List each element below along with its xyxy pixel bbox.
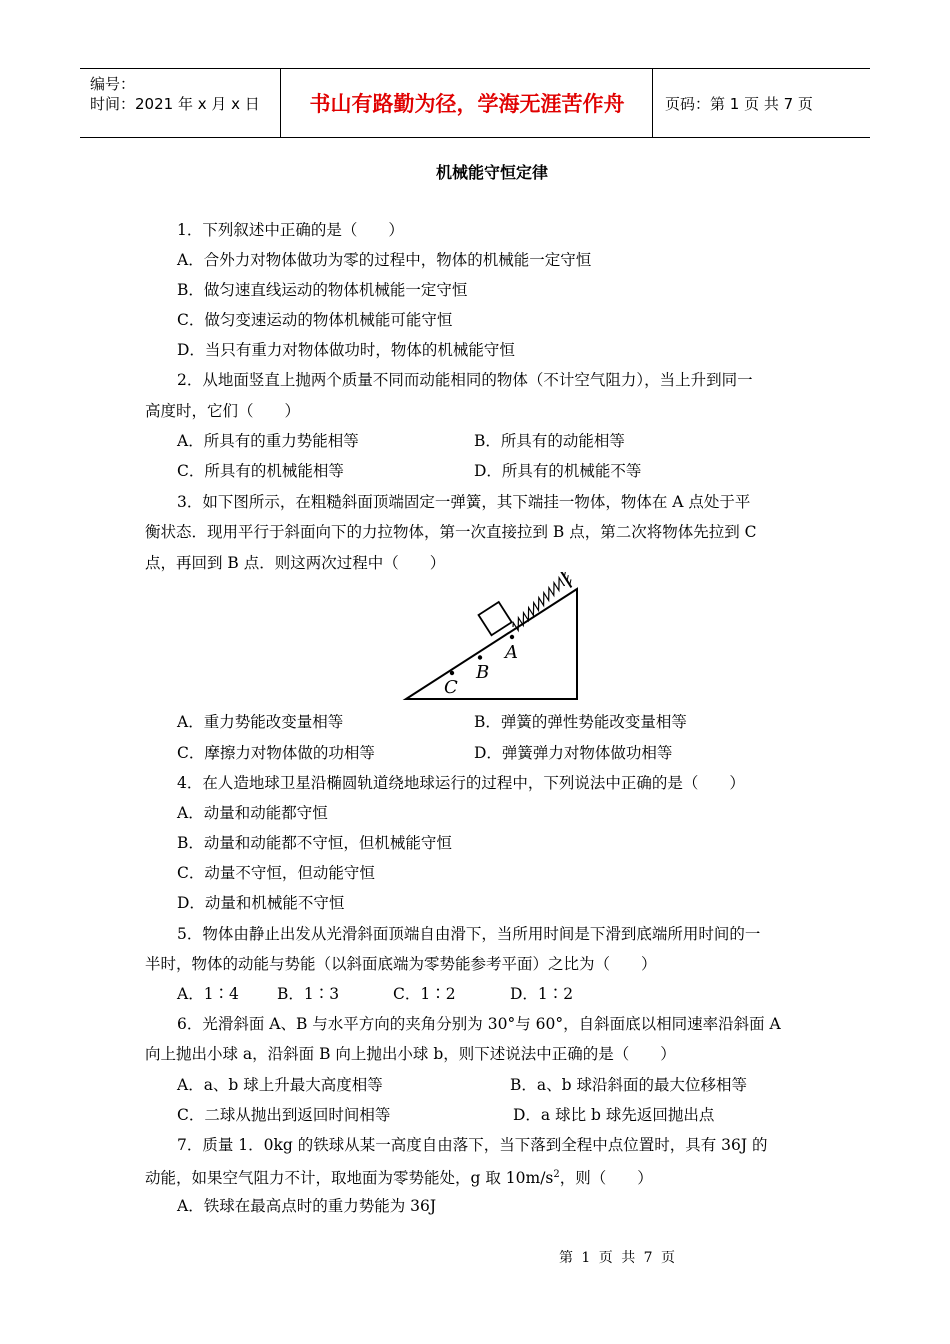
incline-triangle	[406, 589, 577, 699]
number-label: 编号：	[90, 75, 136, 93]
q3-option-d: D．弹簧弹力对物体做功相等	[474, 744, 673, 762]
q2-option-d: D．所具有的机械能不等	[474, 462, 642, 480]
q4-option-c: C．动量不守恒，但动能守恒	[177, 864, 375, 882]
q2-option-b: B．所具有的动能相等	[474, 432, 625, 450]
q4-stem: 4．在人造地球卫星沿椭圆轨道绕地球运行的过程中，下列说法中正确的是（ ）	[177, 774, 745, 792]
q3-option-a: A．重力势能改变量相等	[177, 713, 344, 731]
q7-option-a: A．铁球在最高点时的重力势能为 36J	[177, 1197, 437, 1215]
q6-option-a: A．a、b 球上升最大高度相等	[177, 1076, 383, 1094]
point-b-label: B	[476, 662, 490, 683]
q4-option-a: A．动量和动能都守恒	[177, 804, 328, 822]
q3-stem-line2: 衡状态．现用平行于斜面向下的力拉物体，第一次直接拉到 B 点，第二次将物体先拉到 C	[145, 523, 757, 541]
q1-option-b: B．做匀速直线运动的物体机械能一定守恒	[177, 281, 468, 299]
point-c-label: C	[444, 677, 458, 698]
q6-stem-line2: 向上抛出小球 a，沿斜面 B 向上抛出小球 b，则下述说法中正确的是（ ）	[145, 1045, 676, 1063]
point-a-label: A	[505, 642, 518, 663]
q3-option-b: B．弹簧的弹性势能改变量相等	[474, 713, 687, 731]
page-header	[80, 68, 870, 138]
q5-option-d: D．1∶2	[510, 985, 574, 1003]
point-b-dot	[478, 655, 482, 659]
q3-stem-line1: 3．如下图所示，在粗糙斜面顶端固定一弹簧，其下端挂一物体，物体在 A 点处于平	[177, 493, 751, 511]
q7-superscript: 2	[553, 1169, 560, 1180]
q2-option-c: C．所具有的机械能相等	[177, 462, 344, 480]
q4-option-d: D．动量和机械能不守恒	[177, 894, 345, 912]
time-label: 时间：2021 年 x 月 x 日	[90, 95, 260, 113]
q1-option-c: C．做匀变速运动的物体机械能可能守恒	[177, 311, 453, 329]
header-motto: 书山有路勤为径，学海无涯苦作舟	[282, 69, 653, 137]
q1-option-a: A．合外力对物体做功为零的过程中，物体的机械能一定守恒	[177, 251, 592, 269]
q5-stem-line2: 半时，物体的动能与势能（以斜面底端为零势能参考平面）之比为（ ）	[145, 955, 657, 973]
q1-option-d: D．当只有重力对物体做功时，物体的机械能守恒	[177, 341, 515, 359]
q7-stem-line2-text: 动能，如果空气阻力不计，取地面为零势能处，g 取 10m/s	[145, 1169, 554, 1188]
q2-option-a: A．所具有的重力势能相等	[177, 432, 359, 450]
header-page-info: 页码：第 1 页 共 7 页	[665, 94, 813, 113]
wall-mount	[560, 572, 575, 587]
q6-stem-line1: 6．光滑斜面 A、B 与水平方向的夹角分别为 30°与 60°，自斜面底以相同速率沿斜面 A	[177, 1015, 781, 1033]
q6-option-d: D．a 球比 b 球先返回抛出点	[513, 1106, 715, 1124]
q6-option-c: C．二球从抛出到返回时间相等	[177, 1106, 391, 1124]
q7-stem-line2	[145, 1165, 653, 1188]
spring	[513, 578, 565, 631]
q5-option-a: A．1∶4	[177, 985, 239, 1003]
q7-stem-line2-end: ，则（ ）	[559, 1169, 653, 1188]
q2-stem-line1: 2．从地面竖直上抛两个质量不同而动能相同的物体（不计空气阻力），当上升到同一	[177, 371, 753, 389]
incline-spring-figure	[400, 572, 590, 704]
q3-option-c: C．摩擦力对物体做的功相等	[177, 744, 375, 762]
q5-stem-line1: 5．物体由静止出发从光滑斜面顶端自由滑下，当所用时间是下滑到底端所用时间的一	[177, 925, 761, 943]
q3-stem-line3: 点，再回到 B 点．则这两次过程中（ ）	[145, 554, 446, 572]
q7-stem-line1: 7．质量 1．0kg 的铁球从某一高度自由落下，当下落到全程中点位置时，具有 36J 的	[177, 1136, 768, 1154]
q1-stem: 1．下列叙述中正确的是（ ）	[177, 221, 404, 239]
q5-option-b: B．1∶3	[277, 985, 340, 1003]
header-meta	[80, 69, 281, 137]
block	[479, 602, 512, 635]
q6-option-b: B．a、b 球沿斜面的最大位移相等	[510, 1076, 747, 1094]
q2-stem-line2: 高度时，它们（ ）	[145, 402, 301, 420]
q5-option-c: C．1∶2	[393, 985, 456, 1003]
document-title: 机械能守恒定律	[435, 163, 548, 182]
page-footer: 第 1 页 共 7 页	[558, 1250, 676, 1266]
point-c-dot	[450, 671, 454, 675]
point-a-dot	[510, 635, 514, 639]
q4-option-b: B．动量和动能都不守恒，但机械能守恒	[177, 834, 452, 852]
